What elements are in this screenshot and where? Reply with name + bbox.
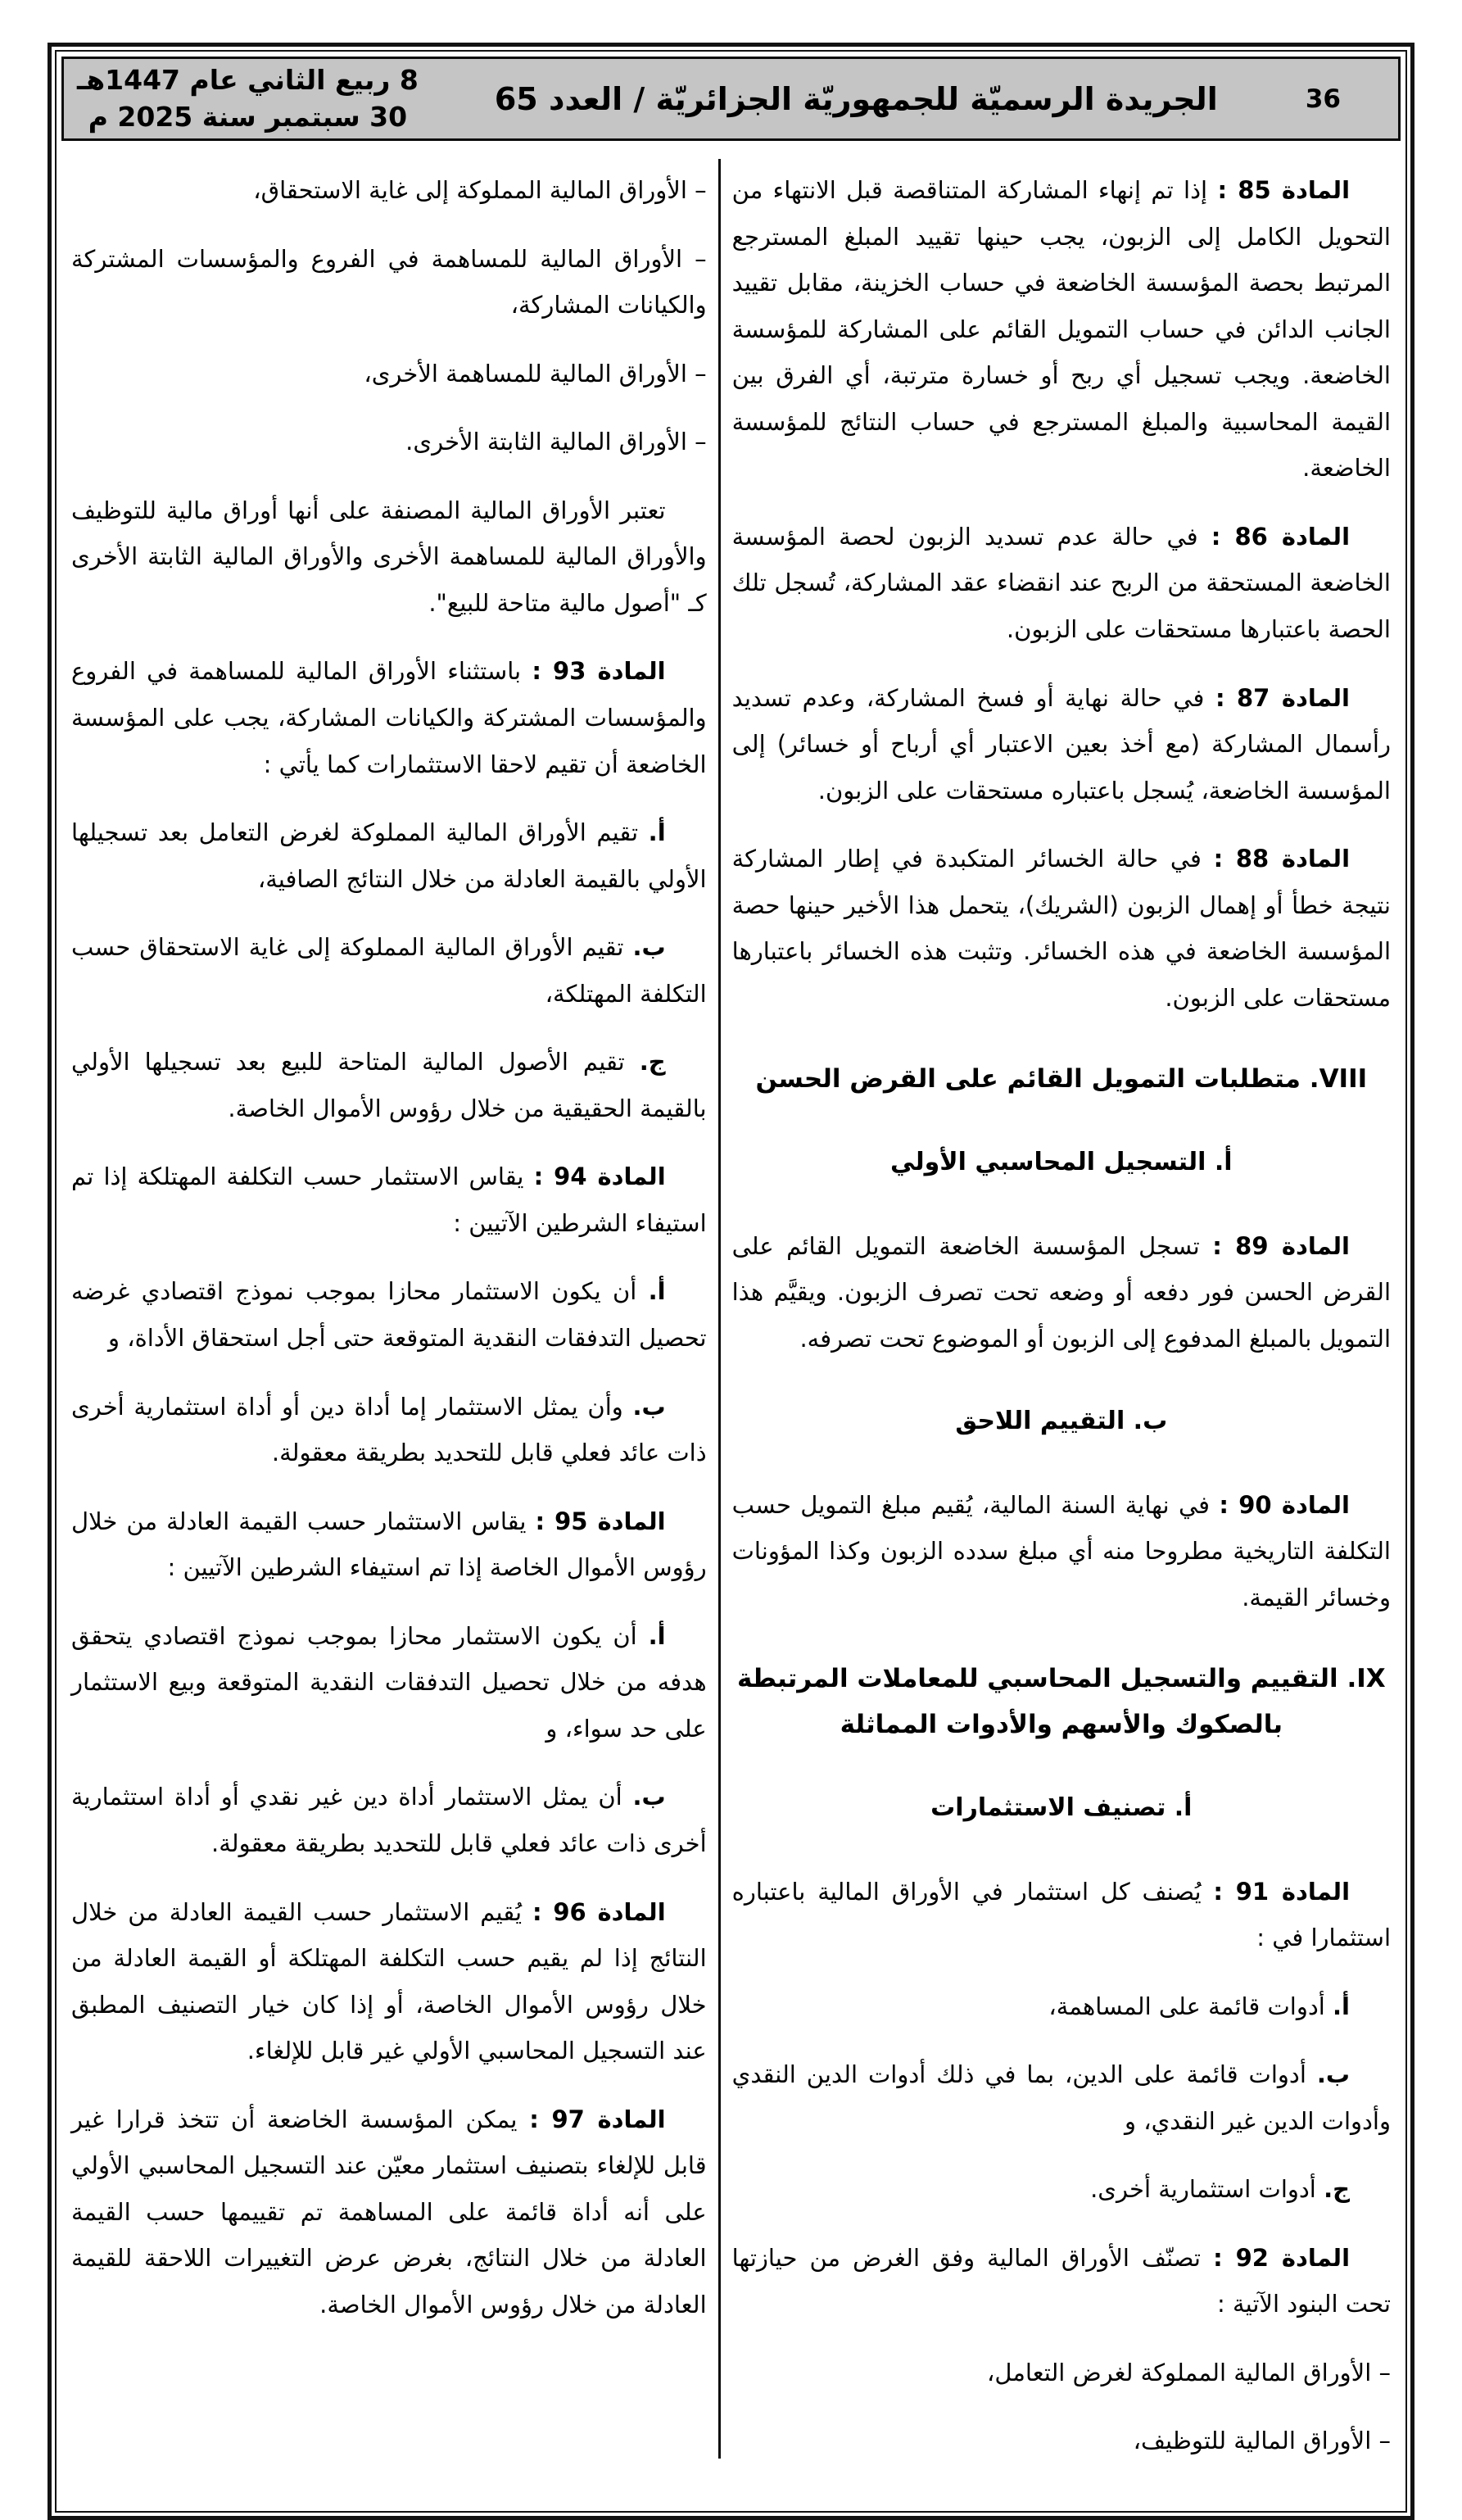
journal-title: الجريدة الرسميّة للجمهوريّة الجزائريّة / العدد 65 <box>494 80 1218 117</box>
text-paragraph <box>71 487 707 627</box>
block-text: أدوات قائمة على الدين، بما في ذلك أدوات الدين النقدي وأدوات الدين غير النقدي، و <box>731 2060 1391 2135</box>
article-paragraph <box>71 1153 707 1246</box>
block-text: في نهاية السنة المالية، يُقيم مبلغ التمويل حسب التكلفة التاريخية مطروحا منه أي مبلغ سدده الزبون وكذا المؤونات وخسائر القيمة. <box>731 1490 1391 1611</box>
lettered-list-item <box>71 1613 707 1752</box>
block-text: تقيم الأوراق المالية المملوكة لغرض التعامل بعد تسجيلها الأولي بالقيمة العادلة من خلال النتائج الصافية، <box>71 818 707 893</box>
item-letter-label: ب. <box>1316 2060 1350 2089</box>
block-text: في حالة نهاية أو فسخ المشاركة، وعدم تسديد رأسمال المشاركة (مع أخذ بعين الاعتبار أي أرباح أو خسائر) إلى المؤسسة الخاضعة، يُسجل باعتباره مستحقات على الزبون. <box>731 683 1391 804</box>
lettered-list-item <box>71 1268 707 1361</box>
article-number-label: المادة 95 : <box>535 1507 666 1535</box>
block-text: في حالة الخسائر المتكبدة في إطار المشاركة نتيجة خطأ أو إهمال الزبون (الشريك)، يتحمل هذا الأخير حينها حصة المؤسسة الخاضعة في هذه الخسائر. وتثبت هذه الخسائر باعتبارها مستحقات على الزبون. <box>731 845 1391 1012</box>
block-text: تقيم الأصول المالية المتاحة للبيع بعد تسجيلها الأولي بالقيمة الحقيقية من خلال رؤوس الأموال الخاصة. <box>71 1048 707 1122</box>
sub-heading <box>732 1139 1391 1187</box>
article-paragraph <box>732 1482 1391 1621</box>
item-letter-label: أ. <box>1333 1992 1350 2020</box>
block-text: يقاس الاستثمار حسب القيمة العادلة من خلال رؤوس الأموال الخاصة إذا تم استيفاء الشرطين الآتيين : <box>71 1507 707 1582</box>
article-number-label: المادة 86 : <box>1211 522 1351 551</box>
block-text: وأن يمثل الاستثمار إما أداة دين أو أداة استثمارية أخرى ذات عائد فعلي قابل للتحديد بطريقة معقولة. <box>71 1392 707 1467</box>
article-number-label: المادة 85 : <box>1217 176 1351 205</box>
block-text: يمكن المؤسسة الخاضعة أن تتخذ قرارا غير قابل للإلغاء بتصنيف استثمار معيّن عند التسجيل المحاسبي الأولي على أنه أداة قائمة على المساهمة تم تقييمها حسب القيمة العادلة من خلال النتائج، بغرض عرض التغييرات اللاحقة للقيمة العادلة من خلال رؤوس الأموال الخاصة. <box>71 2105 707 2318</box>
article-number-label: المادة 87 : <box>1215 683 1350 712</box>
article-paragraph <box>732 836 1391 1021</box>
block-text: أدوات استثمارية أخرى. <box>1090 2175 1316 2204</box>
article-paragraph <box>732 1223 1391 1362</box>
dash-list-item <box>71 419 707 465</box>
article-number-label: المادة 88 : <box>1213 845 1351 873</box>
item-letter-label: ج. <box>1324 2175 1350 2204</box>
block-text: – الأوراق المالية المملوكة إلى غاية الاستحقاق، <box>253 176 707 205</box>
article-paragraph <box>71 1889 707 2074</box>
article-number-label: المادة 89 : <box>1212 1231 1350 1260</box>
block-text: – الأوراق المالية للمساهمة الأخرى، <box>364 359 707 388</box>
article-number-label: المادة 96 : <box>532 1897 666 1926</box>
item-letter-label: أ. <box>648 1277 666 1306</box>
page-header-bar <box>61 57 1401 141</box>
block-text: أن يمثل الاستثمار أداة دين غير نقدي أو أداة استثمارية أخرى ذات عائد فعلي قابل للتحديد بطريقة معقولة. <box>71 1783 707 1857</box>
section-heading <box>732 1057 1391 1103</box>
page-frame-inner <box>55 50 1407 2513</box>
article-paragraph <box>71 1498 707 1591</box>
gregorian-date: 30 سبتمبر سنة 2025 م <box>88 100 408 133</box>
dash-list-item <box>71 351 707 397</box>
article-number-label: المادة 97 : <box>529 2105 666 2133</box>
block-text: IX. التقييم والتسجيل المحاسبي للمعاملات المرتبطة بالصكوك والأسهم والأدوات المماثلة <box>736 1664 1386 1740</box>
block-text: في حالة عدم تسديد الزبون لحصة المؤسسة الخاضعة المستحقة من الربح عند انقضاء عقد المشاركة، تُسجل تلك الحصة باعتبارها مستحقات على الزبون. <box>731 522 1391 644</box>
block-text: أن يكون الاستثمار محازا بموجب نموذج اقتصادي غرضه تحصيل التدفقات النقدية المتوقعة حتى أجل استحقاق الأداة، و <box>71 1277 707 1353</box>
article-paragraph <box>732 675 1391 814</box>
dash-list-item <box>732 2418 1391 2464</box>
dash-list-item <box>732 2350 1391 2396</box>
block-text: – الأوراق المالية الثابتة الأخرى. <box>405 428 707 456</box>
article-number-label: المادة 93 : <box>532 657 666 686</box>
page-number: 36 <box>1305 84 1341 114</box>
article-number-label: المادة 90 : <box>1219 1490 1350 1519</box>
block-text: يقاس الاستثمار حسب التكلفة المهتلكة إذا تم استيفاء الشرطين الآتيين : <box>71 1163 707 1237</box>
article-paragraph <box>732 2235 1391 2327</box>
block-text: تعتبر الأوراق المالية المصنفة على أنها أوراق مالية للتوظيف والأوراق المالية للمساهمة الأخرى والأوراق المالية الثابتة الأخرى كـ "أصول مالية متاحة للبيع". <box>71 496 707 617</box>
block-text: – الأوراق المالية المملوكة لغرض التعامل، <box>987 2358 1391 2386</box>
block-text: تقيم الأوراق المالية المملوكة إلى غاية الاستحقاق حسب التكلفة المهتلكة، <box>71 933 707 1008</box>
article-number-label: المادة 94 : <box>533 1163 666 1191</box>
lettered-list-item <box>732 2166 1391 2213</box>
item-letter-label: ب. <box>632 933 666 962</box>
article-paragraph <box>71 2096 707 2328</box>
block-text: تسجل المؤسسة الخاضعة التمويل القائم على القرض الحسن فور دفعه أو وضعه تحت تصرف الزبون. ويقيَّم هذا التمويل بالمبلغ المدفوع إلى الزبون أو الموضوع تحت تصرفه. <box>731 1231 1391 1353</box>
block-text: تصنّف الأوراق المالية وفق الغرض من حيازتها تحت البنود الآتية : <box>731 2243 1391 2318</box>
block-text: يُصنف كل استثمار في الأوراق المالية باعتباره استثمارا في : <box>731 1877 1391 1952</box>
header-dates <box>72 62 419 135</box>
lettered-list-item <box>71 1774 707 1866</box>
lettered-list-item <box>71 1039 707 1131</box>
lettered-list-item <box>71 809 707 902</box>
block-text: باستثناء الأوراق المالية للمساهمة في الفروع والمؤسسات المشتركة والكيانات المشاركة، يجب على المؤسسة الخاضعة أن تقيم لاحقا الاستثمارات كما يأتي : <box>71 657 707 778</box>
hijri-date: 8 ربيع الثاني عام 1447هـ <box>77 64 419 96</box>
block-text: إذا تم إنهاء المشاركة المتناقصة قبل الانتهاء من التحويل الكامل إلى الزبون، يجب حينها تقييد المبلغ المسترجع المرتبط بحصة المؤسسة الخاضعة في حساب الخزينة، مقابل تقييد الجانب الدائن في حساب التمويل القائم على المشاركة للمؤسسة الخاضعة. ويجب تسجيل أي ربح أو خسارة مترتبة، أي الفرق بين القيمة المحاسبية والمبلغ المسترجع في حساب النتائج للمؤسسة الخاضعة. <box>731 176 1391 483</box>
article-number-label: المادة 91 : <box>1213 1877 1351 1906</box>
block-text: أ. تصنيف الاستثمارات <box>930 1793 1193 1823</box>
article-paragraph <box>732 514 1391 653</box>
block-text: VIII. متطلبات التمويل القائم على القرض الحسن <box>755 1064 1368 1095</box>
lettered-list-item <box>732 2051 1391 2144</box>
lettered-list-item <box>71 1384 707 1476</box>
content-columns <box>57 146 1405 2490</box>
article-paragraph <box>732 1869 1391 1961</box>
lettered-list-item <box>71 924 707 1017</box>
section-heading <box>732 1657 1391 1748</box>
column-left <box>71 159 718 2486</box>
item-letter-label: ج. <box>639 1048 666 1076</box>
dash-list-item <box>71 236 707 329</box>
page-frame <box>48 43 1414 2520</box>
block-text: – الأوراق المالية للتوظيف، <box>1133 2427 1391 2455</box>
block-text: ب. التقييم اللاحق <box>955 1407 1168 1436</box>
block-text: أدوات قائمة على المساهمة، <box>1048 1992 1325 2020</box>
article-number-label: المادة 92 : <box>1213 2243 1351 2272</box>
item-letter-label: ب. <box>632 1392 666 1421</box>
item-letter-label: أ. <box>648 1621 666 1650</box>
column-right <box>721 159 1391 2486</box>
article-paragraph <box>71 648 707 787</box>
dash-list-item <box>71 167 707 214</box>
block-text: يُقيم الاستثمار حسب القيمة العادلة من خلال النتائج إذا لم يقيم حسب التكلفة المهتلكة أو القيمة العادلة من خلال رؤوس الأموال الخاصة، أو إذا كان خيار التصنيف المطبق عند التسجيل المحاسبي الأولي غير قابل للإلغاء. <box>71 1897 707 2065</box>
article-paragraph <box>732 167 1391 492</box>
item-letter-label: ب. <box>632 1783 666 1811</box>
block-text: أ. التسجيل المحاسبي الأولي <box>890 1148 1233 1177</box>
block-text: أن يكون الاستثمار محازا بموجب نموذج اقتصادي يتحقق هدفه من خلال تحصيل التدفقات النقدية المتوقعة وبيع الاستثمار على حد سواء، و <box>71 1621 707 1743</box>
gazette-page <box>0 43 1462 2520</box>
item-letter-label: أ. <box>648 818 666 847</box>
sub-heading <box>732 1398 1391 1446</box>
block-text: – الأوراق المالية للمساهمة في الفروع والمؤسسات المشتركة والكيانات المشاركة، <box>71 244 707 320</box>
sub-heading <box>732 1784 1391 1833</box>
column-divider <box>718 159 721 2459</box>
lettered-list-item <box>732 1983 1391 2030</box>
